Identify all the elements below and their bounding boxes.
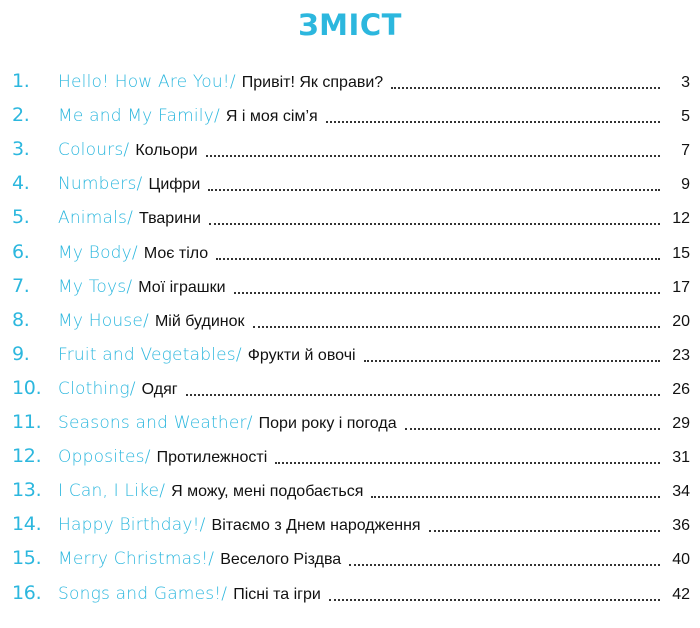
dot-leader <box>275 461 660 464</box>
toc-entry-14[interactable] <box>0 506 700 540</box>
toc-entry-9[interactable] <box>0 336 700 370</box>
entry-title-ukrainian: Привіт! Як справи? <box>241 74 384 92</box>
entry-number: 1. <box>12 70 30 93</box>
toc-entry-5[interactable] <box>0 199 700 233</box>
dot-leader <box>371 495 660 498</box>
entry-title-english: I Can, I Like/ <box>58 481 166 502</box>
entry-title-english: My House/ <box>58 310 149 331</box>
dot-leader <box>391 86 660 89</box>
dot-leader <box>253 325 661 328</box>
dot-leader <box>186 393 660 396</box>
dot-leader <box>209 222 660 225</box>
table-of-contents <box>0 63 700 609</box>
entry-title-english: Opposites/ <box>58 447 151 468</box>
entry-title-ukrainian: Моє тіло <box>143 244 209 262</box>
entry-number: 11. <box>12 411 42 434</box>
entry-number: 8. <box>12 308 30 331</box>
dot-leader <box>405 427 660 430</box>
entry-page-number: 20 <box>672 312 690 330</box>
entry-page-number: 5 <box>681 108 690 126</box>
entry-title-ukrainian: Мої іграшки <box>138 278 226 296</box>
entry-page-number: 42 <box>672 585 690 603</box>
entry-title-english: Animals/ <box>58 208 134 229</box>
entry-number: 16. <box>12 581 42 604</box>
entry-title-english: Songs and Games!/ <box>58 583 228 604</box>
entry-title-ukrainian: Веселого Різдва <box>220 551 342 569</box>
entry-title-english: Hello! How Are You!/ <box>58 72 236 93</box>
entry-title-ukrainian: Я можу, мені подобається <box>171 483 364 501</box>
toc-entry-4[interactable] <box>0 165 700 199</box>
page-title: ЗМІСТ <box>298 8 402 42</box>
entry-title-ukrainian: Фрукти й овочі <box>247 346 356 364</box>
toc-entry-11[interactable] <box>0 404 700 438</box>
entry-number: 2. <box>12 104 30 127</box>
toc-entry-7[interactable] <box>0 268 700 302</box>
entry-page-number: 15 <box>672 244 690 262</box>
entry-title-english: Me and My Family/ <box>58 106 220 127</box>
entry-number: 6. <box>12 240 30 263</box>
entry-title-english: Clothing/ <box>58 378 136 399</box>
dot-leader <box>234 291 660 294</box>
entry-page-number: 31 <box>672 449 690 467</box>
entry-title-ukrainian: Одяг <box>141 380 178 398</box>
entry-title-ukrainian: Тварини <box>139 210 201 228</box>
entry-page-number: 3 <box>681 74 690 92</box>
toc-entry-8[interactable] <box>0 302 700 336</box>
toc-entry-3[interactable] <box>0 131 700 165</box>
entry-number: 12. <box>12 445 42 468</box>
entry-title-english: Merry Christmas!/ <box>58 549 215 570</box>
toc-entry-13[interactable] <box>0 472 700 506</box>
entry-title-ukrainian: Мій будинок <box>154 312 245 330</box>
entry-title-english: Colours/ <box>58 140 130 161</box>
entry-title-ukrainian: Пори року і погода <box>258 415 397 433</box>
dot-leader <box>349 563 660 566</box>
entry-page-number: 40 <box>672 551 690 569</box>
entry-page-number: 23 <box>672 346 690 364</box>
entry-number: 13. <box>12 479 42 502</box>
entry-page-number: 26 <box>672 380 690 398</box>
toc-entry-10[interactable] <box>0 370 700 404</box>
entry-page-number: 36 <box>672 517 690 535</box>
entry-number: 15. <box>12 547 42 570</box>
dot-leader <box>206 154 660 157</box>
entry-number: 5. <box>12 206 30 229</box>
entry-title-ukrainian: Вітаємо з Днем народження <box>211 517 421 535</box>
dot-leader <box>329 598 660 601</box>
entry-page-number: 34 <box>672 483 690 501</box>
entry-number: 3. <box>12 138 30 161</box>
entry-title-ukrainian: Цифри <box>148 176 201 194</box>
entry-number: 7. <box>12 274 30 297</box>
entry-title-ukrainian: Протилежності <box>156 449 268 467</box>
entry-number: 10. <box>12 376 42 399</box>
entry-number: 4. <box>12 172 30 195</box>
dot-leader <box>364 359 660 362</box>
entry-title-english: Seasons and Weather/ <box>58 413 253 434</box>
entry-number: 9. <box>12 342 30 365</box>
toc-entry-2[interactable] <box>0 97 700 131</box>
entry-title-english: Numbers/ <box>58 174 143 195</box>
dot-leader <box>326 120 660 123</box>
toc-entry-6[interactable] <box>0 233 700 267</box>
dot-leader <box>208 188 660 191</box>
entry-page-number: 12 <box>672 210 690 228</box>
entry-page-number: 29 <box>672 415 690 433</box>
entry-title-ukrainian: Кольори <box>135 142 198 160</box>
entry-page-number: 7 <box>681 142 690 160</box>
entry-title-ukrainian: Пісні та ігри <box>233 585 321 603</box>
toc-entry-12[interactable] <box>0 438 700 472</box>
dot-leader <box>429 529 660 532</box>
entry-title-english: My Toys/ <box>58 276 133 297</box>
entry-title-ukrainian: Я і моя сім’я <box>225 108 318 126</box>
entry-number: 14. <box>12 513 42 536</box>
dot-leader <box>216 257 660 260</box>
toc-entry-1[interactable] <box>0 63 700 97</box>
entry-title-english: Fruit and Vegetables/ <box>58 344 242 365</box>
entry-page-number: 17 <box>672 278 690 296</box>
toc-entry-16[interactable] <box>0 574 700 608</box>
entry-title-english: My Body/ <box>58 242 138 263</box>
toc-entry-15[interactable] <box>0 540 700 574</box>
entry-page-number: 9 <box>681 176 690 194</box>
entry-title-english: Happy Birthday!/ <box>58 515 206 536</box>
